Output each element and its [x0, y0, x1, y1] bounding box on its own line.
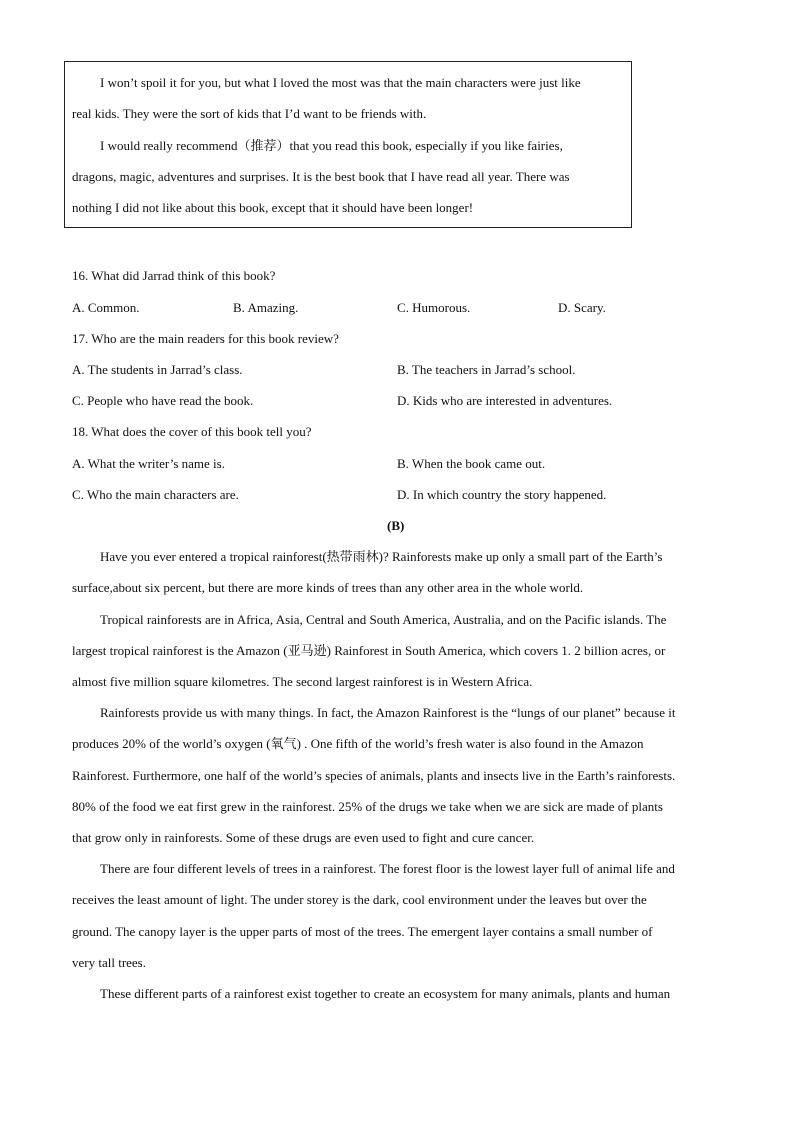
question-18-option-b[interactable]: B. When the book came out. [397, 456, 546, 471]
section-b-paragraph-3-line-3: Rainforest. Furthermore, one half of the world’s species of animals, plants and insects live in the Earth’s rainforests. [72, 768, 676, 783]
box-paragraph-1-line-1: I won’t spoil it for you, but what I loved the most was that the main characters were just like [100, 75, 581, 90]
question-18: 18. What does the cover of this book tell you? [72, 424, 312, 439]
question-18-option-d[interactable]: D. In which country the story happened. [397, 487, 607, 502]
section-b-paragraph-3-line-5: that grow only in rainforests. Some of these drugs are even used to fight and cure cancer. [72, 830, 535, 845]
box-paragraph-2-line-1: I would really recommend（推荐）that you read this book, especially if you like fairies, [100, 138, 563, 153]
box-paragraph-2-line-2: dragons, magic, adventures and surprises. It is the best book that I have read all year. There was [72, 169, 570, 184]
question-16-option-b[interactable]: B. Amazing. [233, 300, 299, 315]
question-17-option-c[interactable]: C. People who have read the book. [72, 393, 254, 408]
question-17: 17. Who are the main readers for this book review? [72, 331, 339, 346]
question-18-option-c[interactable]: C. Who the main characters are. [72, 487, 239, 502]
section-b-paragraph-3-line-2: produces 20% of the world’s oxygen (氧气) . One fifth of the world’s fresh water is also found in the Amazon [72, 736, 644, 751]
section-b-paragraph-4-line-3: ground. The canopy layer is the upper parts of most of the trees. The emergent layer contains a small number of [72, 924, 653, 939]
question-16-option-a[interactable]: A. Common. [72, 300, 140, 315]
section-b-heading: (B) [387, 518, 405, 533]
section-b-paragraph-4-line-1: There are four different levels of trees in a rainforest. The forest floor is the lowest layer full of animal life and [100, 861, 675, 876]
question-17-option-d[interactable]: D. Kids who are interested in adventures. [397, 393, 613, 408]
section-b-paragraph-3-line-1: Rainforests provide us with many things. In fact, the Amazon Rainforest is the “lungs of our planet” because it [100, 705, 676, 720]
section-b-paragraph-2-line-1: Tropical rainforests are in Africa, Asia, Central and South America, Australia, and on the Pacific islands. The [100, 612, 667, 627]
section-b-paragraph-3-line-4: 80% of the food we eat first grew in the rainforest. 25% of the drugs we take when we are sick are made of plants [72, 799, 663, 814]
question-16: 16. What did Jarrad think of this book? [72, 268, 276, 283]
question-16-option-d[interactable]: D. Scary. [558, 300, 606, 315]
section-b-paragraph-2-line-2: largest tropical rainforest is the Amazon (亚马逊) Rainforest in South America, which covers 1. 2 billion acres, or [72, 643, 666, 658]
section-b-paragraph-5-line-1: These different parts of a rainforest exist together to create an ecosystem for many animals, plants and human [100, 986, 671, 1001]
question-18-option-a[interactable]: A. What the writer’s name is. [72, 456, 225, 471]
section-b-paragraph-4-line-2: receives the least amount of light. The under storey is the dark, cool environment under the leaves but over the [72, 892, 647, 907]
question-17-option-a[interactable]: A. The students in Jarrad’s class. [72, 362, 243, 377]
section-b-paragraph-1-line-1: Have you ever entered a tropical rainforest(热带雨林)? Rainforests make up only a small part of the Earth’s [100, 549, 663, 564]
box-paragraph-1-line-2: real kids. They were the sort of kids that I’d want to be friends with. [72, 106, 427, 121]
box-paragraph-2-line-3: nothing I did not like about this book, except that it should have been longer! [72, 200, 474, 215]
question-16-option-c[interactable]: C. Humorous. [397, 300, 471, 315]
question-17-option-b[interactable]: B. The teachers in Jarrad’s school. [397, 362, 576, 377]
section-b-paragraph-2-line-3: almost five million square kilometres. The second largest rainforest is in Western Africa. [72, 674, 533, 689]
section-b-paragraph-4-line-4: very tall trees. [72, 955, 146, 970]
section-b-paragraph-1-line-2: surface,about six percent, but there are more kinds of trees than any other area in the whole world. [72, 580, 584, 595]
